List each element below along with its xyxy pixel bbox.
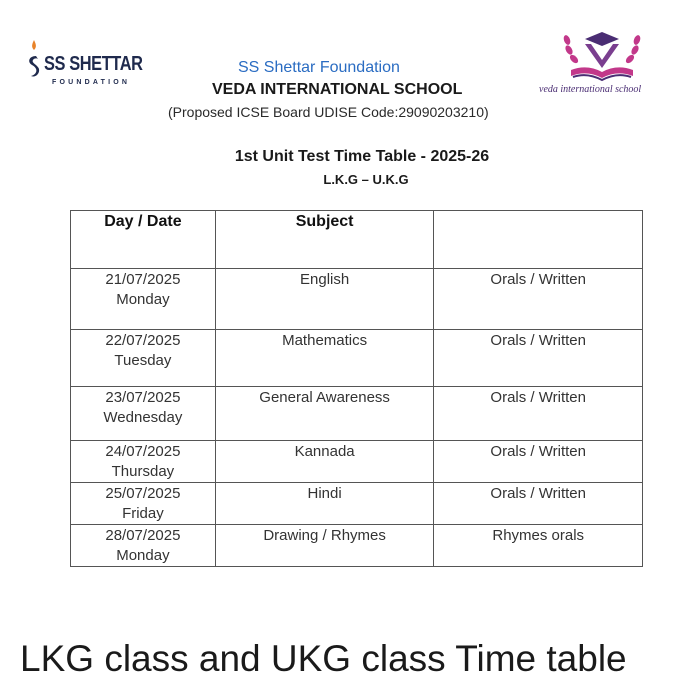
exam-date: 22/07/2025 [105,332,181,349]
mode-cell: Orals / Written [434,483,643,525]
table-row [71,483,643,525]
mode-cell: Rhymes orals [434,525,643,567]
day-date-cell [71,483,216,525]
table-row [71,525,643,567]
subject-cell: Drawing / Rhymes [215,525,434,567]
exam-date: 28/07/2025 [105,527,181,544]
day-date-cell [71,387,216,441]
header-subject: Subject [215,211,434,269]
table-row [71,387,643,441]
exam-date: 23/07/2025 [105,389,181,406]
table-row [71,441,643,483]
logo-brand-text: SS SHETTAR [44,53,143,75]
table-row [71,330,643,387]
board-udise-line: (Proposed ICSE Board UDISE Code:29090203210) [168,104,489,120]
veda-logo-text: veda international school [539,84,642,95]
subject-cell: Hindi [215,483,434,525]
exam-day: Tuesday [114,352,172,369]
exam-date: 25/07/2025 [105,485,181,502]
flame-icon [24,38,42,90]
exam-day: Monday [116,291,170,308]
mode-cell: Orals / Written [434,269,643,330]
timetable-title: 1st Unit Test Time Table - 2025-26 [234,148,490,165]
subject-cell: English [215,269,434,330]
mode-cell: Orals / Written [434,330,643,387]
exam-date: 21/07/2025 [105,271,181,288]
post-caption: LKG class and UKG class Time table [20,638,627,679]
header-mode [434,211,643,269]
veda-school-logo [535,30,675,100]
subject-cell: Mathematics [215,330,434,387]
exam-date: 24/07/2025 [105,443,181,460]
subject-cell: Kannada [215,441,434,483]
exam-day: Wednesday [103,409,183,426]
mode-cell: Orals / Written [434,441,643,483]
timetable-subtitle: L.K.G – U.K.G [323,172,409,187]
day-date-cell [71,330,216,387]
day-date-cell [71,525,216,567]
day-date-cell [71,441,216,483]
subject-cell: General Awareness [215,387,434,441]
foundation-name: SS Shettar Foundation [238,59,400,76]
logo-sub-text: FOUNDATION [52,79,131,86]
timetable-table [70,210,643,567]
mode-cell: Orals / Written [434,387,643,441]
school-name: VEDA INTERNATIONAL SCHOOL [212,81,463,98]
exam-day: Monday [116,547,170,564]
ss-shettar-logo [16,34,143,96]
table-row [71,269,643,330]
graduation-book-icon [557,30,647,84]
day-date-cell [71,269,216,330]
exam-day: Friday [122,505,164,522]
header-day-date: Day / Date [71,211,216,269]
table-header-row [71,211,643,269]
exam-day: Thursday [111,463,175,480]
